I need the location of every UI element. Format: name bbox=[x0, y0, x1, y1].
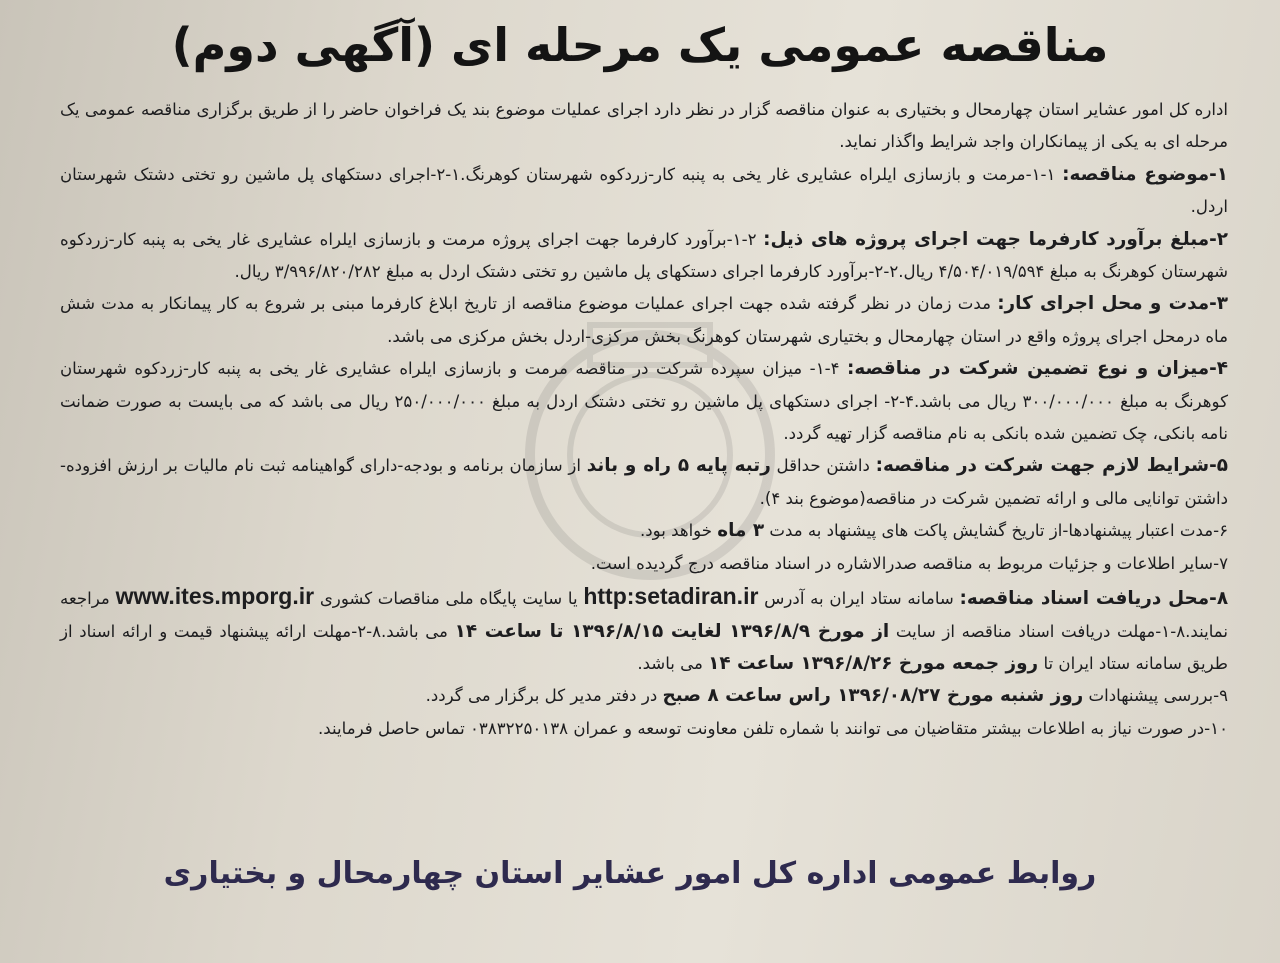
item-1 bbox=[60, 159, 1228, 224]
item-9-bold-1: روز شنبه مورخ ۱۳۹۶/۰۸/۲۷ راس ساعت ۸ صبح bbox=[662, 685, 1084, 707]
item-8-text-5: می باشد. bbox=[637, 653, 703, 673]
ites-url-link[interactable]: www.ites.mporg.ir bbox=[115, 583, 315, 610]
notice-body bbox=[60, 94, 1228, 745]
item-6-text-1: ۶-مدت اعتبار پیشنهادها-از تاریخ گشایش پاکت های پیشنهاد به مدت bbox=[769, 521, 1228, 541]
item-8-text-3: مراجعه نمایند.۸-۱-مهلت دریافت اسناد مناقصه از سایت bbox=[60, 589, 1229, 641]
intro-paragraph: اداره کل امور عشایر استان چهارمحال و بختیاری به عنوان مناقصه گزار در نظر دارد اجرای عملیات موضوع بند یک فراخوان حاضر را از طریق برگزاری مناقصه عمومی یک مرحله ای به یکی از پیمانکاران واجد شرایط واگذار نماید. bbox=[60, 100, 1228, 152]
item-8 bbox=[60, 580, 1228, 680]
public-relations-signature: روابط عمومی اداره کل امور عشایر استان چهارمحال و بختیاری bbox=[163, 856, 1097, 891]
item-9-text-1: ۹-بررسی پیشنهادات bbox=[1088, 686, 1228, 706]
item-1-text: ۱-۱-مرمت و بازسازی ایلراه عشایری غار یخی به پنبه کار-زردکوه شهرستان کوهرنگ.۱-۲-اجرای دستکهای پل ماشین رو تختی دشتک شهرستان اردل. bbox=[60, 164, 1228, 217]
item-6 bbox=[60, 515, 1228, 547]
item-8-text-2: یا سایت پایگاه ملی مناقصات کشوری bbox=[319, 589, 578, 609]
item-4-head: ۴-میزان و نوع تضمین شرکت در مناقصه: bbox=[847, 358, 1228, 380]
item-2 bbox=[60, 224, 1228, 289]
item-4-text: ۴-۱- میزان سپرده شرکت در مناقصه مرمت و بازسازی ایلراه عشایری غار یخی به پنبه کار-زردکوه شهرستان کوهرنگ به مبلغ ۳۰۰/۰۰۰/۰۰۰ ریال می باشد.۴-۲- اجرای دستکهای پل ماشین رو تختی دشتک اردل به مبلغ ۲۵۰/۰۰۰/۰۰۰ ریال می باشد که می بایست به صورت ضمانت نامه بانکی، چک تضمین شده بانکی به نام مناقصه گزار تهیه گردد. bbox=[60, 359, 1228, 444]
item-5-text-2: از سازمان برنامه و بودجه-دارای گواهینامه ثبت نام مالیات بر ارزش افزوده-داشتن توانایی مالی و ارائه تضمین شرکت در مناقصه(موضوع بند ۴). bbox=[60, 456, 1228, 508]
item-3-text: مدت زمان در نظر گرفته شده جهت اجرای عملیات موضوع مناقصه از تاریخ ابلاغ کارفرما مبنی بر شروع به کار پیمانکار به مدت شش ماه درمحل اجرای پروژه واقع در استان چهارمحال و بختیاری شهرستان کوهرنگ بخش مرکزی-اردل بخش مرکزی می باشد. bbox=[60, 294, 1228, 346]
item-6-text-2: خواهد بود. bbox=[639, 521, 713, 541]
item-3 bbox=[60, 288, 1228, 353]
item-8-bold-2: روز جمعه مورخ ۱۳۹۶/۸/۲۶ ساعت ۱۴ bbox=[708, 652, 1039, 674]
item-3-head: ۳-مدت و محل اجرای کار: bbox=[997, 293, 1229, 315]
item-10-text: ۱۰-در صورت نیاز به اطلاعات بیشتر متقاضیان می توانند با شماره تلفن معاونت توسعه و عمران ۰۳۸۳۲۲۵۰۱۳۸ تماس حاصل فرمایند. bbox=[318, 718, 1228, 738]
item-1-head: ۱-موضوع مناقصه: bbox=[1062, 163, 1229, 185]
item-7 bbox=[60, 548, 1228, 580]
item-9-text-2: در دفتر مدیر کل برگزار می گردد. bbox=[425, 686, 658, 706]
item-8-text-1: سامانه ستاد ایران به آدرس bbox=[764, 589, 954, 609]
item-2-text: ۲-۱-برآورد کارفرما جهت اجرای پروژه مرمت و بازسازی ایلراه عشایری غار یخی به پنبه کار-زردکوه شهرستان کوهرنگ به مبلغ ۴/۵۰۴/۰۱۹/۵۹۴ ریال.۲-۲-برآورد کارفرما اجرای دستکهای پل ماشین رو تختی دشتک اردل به مبلغ ۳/۹۹۶/۸۲۰/۲۸۲ ریال. bbox=[60, 229, 1228, 282]
item-5-text-1: داشتن حداقل bbox=[776, 456, 870, 476]
item-10 bbox=[60, 713, 1228, 745]
item-9 bbox=[60, 680, 1228, 712]
item-8-head: ۸-محل دریافت اسناد مناقصه: bbox=[959, 588, 1229, 610]
item-8-bold-1: از مورخ ۱۳۹۶/۸/۹ لغایت ۱۳۹۶/۸/۱۵ تا ساعت ۱۴ bbox=[454, 620, 890, 642]
item-5-bold-1: رتبه پایه ۵ راه و باند bbox=[586, 455, 771, 477]
item-2-head: ۲-مبلغ برآورد کارفرما جهت اجرای پروژه های ذیل: bbox=[763, 228, 1228, 250]
item-4 bbox=[60, 353, 1228, 450]
item-6-bold-1: ۳ ماه bbox=[717, 520, 765, 542]
item-8-text-4: می باشد.۸-۲-مهلت ارائه پیشنهاد قیمت و ارائه اسناد از طریق سامانه ستاد ایران تا bbox=[60, 621, 1228, 673]
item-7-text: ۷-سایر اطلاعات و جزئیات مربوط به مناقصه صدرالاشاره در اسناد مناقصه درج گردیده است. bbox=[590, 553, 1228, 573]
item-5-head: ۵-شرایط لازم جهت شرکت در مناقصه: bbox=[875, 455, 1228, 477]
setadiran-url-link[interactable]: http:setadiran.ir bbox=[583, 583, 759, 610]
notice-title: مناقصه عمومی یک مرحله ای (آگهی دوم) bbox=[171, 18, 1109, 72]
item-5 bbox=[60, 450, 1228, 515]
